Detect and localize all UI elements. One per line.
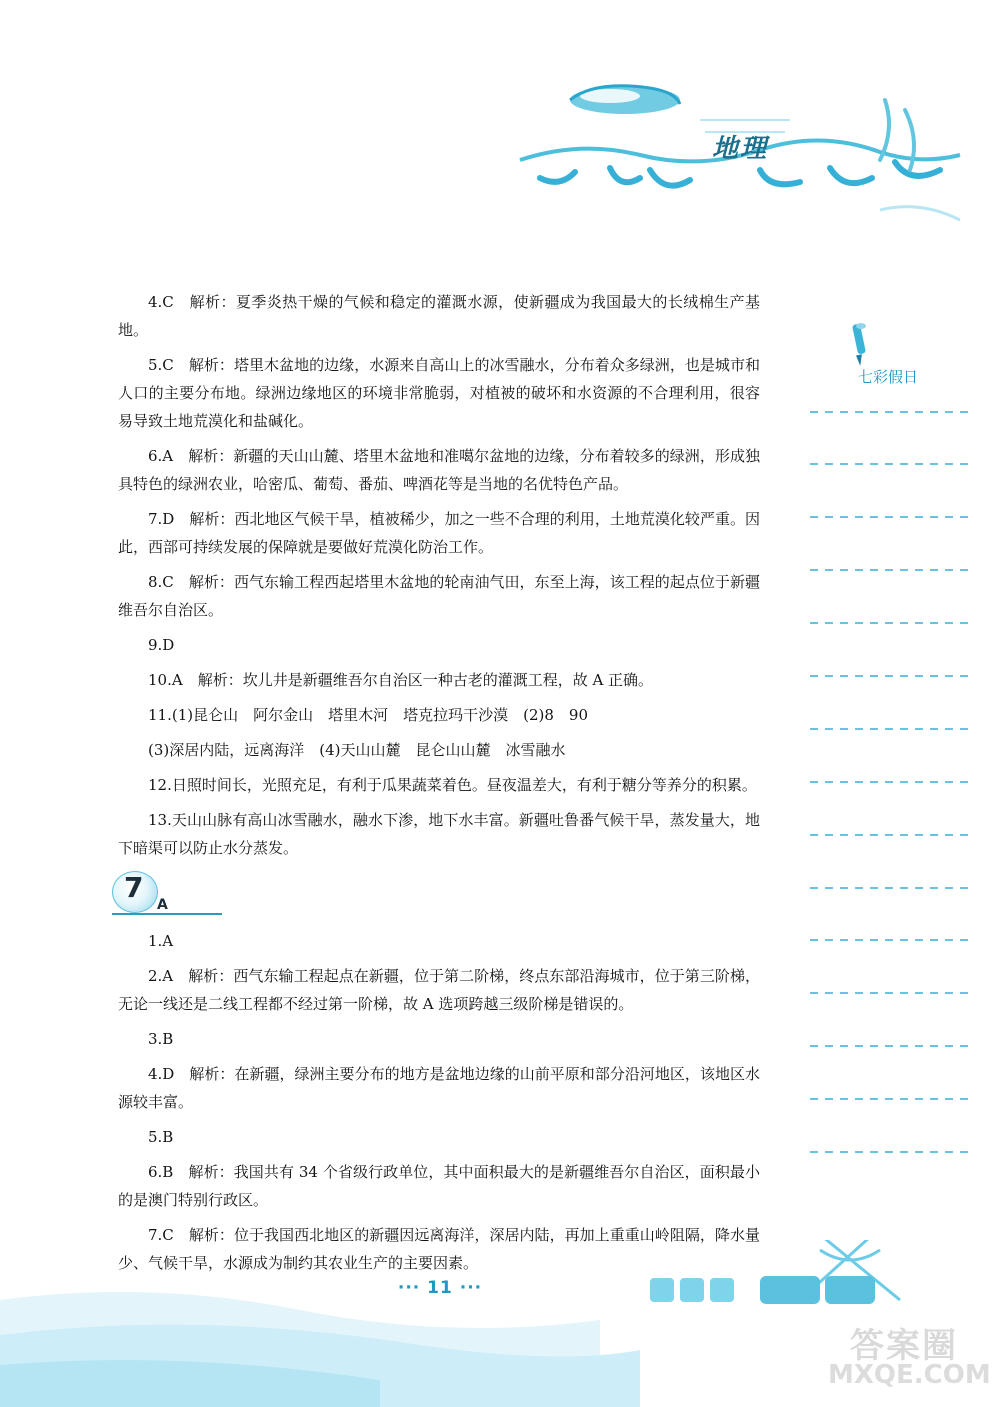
section-letter: A <box>157 897 168 913</box>
page-dots-left: ··· <box>397 1278 421 1298</box>
answer-item: 1.A <box>148 932 174 950</box>
watermark <box>828 1318 990 1398</box>
note-lines <box>810 0 970 1407</box>
answer-item: 11.(1)昆仑山 阿尔金山 塔里木河 塔克拉玛干沙漠 (2)8 90 <box>148 706 588 724</box>
answer-item: 5.C 解析：塔里木盆地的边缘，水源来自高山上的冰雪融水，分布着众多绿洲，也是城市和人口的主要分布地。绿洲边缘地区的环境非常脆弱，对植被的破坏和水资源的不合理利用，很容易导致土地荒漠化和盐碱化。 <box>118 356 760 430</box>
answer-item: 12.日照时间长，光照充足，有利于瓜果蔬菜着色。昼夜温差大，有利于糖分等养分的积累。 <box>148 776 757 794</box>
answer-item: 3.B <box>148 1030 174 1048</box>
answer-item: 4.D 解析：在新疆，绿洲主要分布的地方是盆地边缘的山前平原和部分沿河地区，该地区水源较丰富。 <box>118 1065 760 1111</box>
answer-item: (3)深居内陆，远离海洋 (4)天山山麓 昆仑山山麓 冰雪融水 <box>148 741 566 759</box>
watermark-text: 答案圈 <box>850 1326 958 1366</box>
watermark-url: MXQE.COM <box>828 1360 991 1390</box>
sidebar-label: 七彩假日 <box>858 368 919 386</box>
subject-title: 地理 <box>712 134 769 164</box>
section-underline <box>112 913 222 915</box>
answer-item: 6.B 解析：我国共有 34 个省级行政单位，其中面积最大的是新疆维吾尔自治区，面积最小的是澳门特别行政区。 <box>118 1163 760 1209</box>
answer-item: 7.C 解析：位于我国西北地区的新疆因远离海洋，深居内陆，再加上重重山岭阻隔，降水量少、气候干旱，水源成为制约其农业生产的主要因素。 <box>118 1226 760 1272</box>
page-number <box>390 1278 490 1298</box>
answer-content <box>118 288 760 1284</box>
answer-item: 6.A 解析：新疆的天山山麓、塔里木盆地和准噶尔盆地的边缘，分布着较多的绿洲，形成独具特色的绿洲农业，哈密瓜、葡萄、番茄、啤酒花等是当地的名优特色产品。 <box>118 447 760 493</box>
page-number-value: 11 <box>427 1278 453 1298</box>
section-badge <box>112 869 202 921</box>
answer-item: 10.A 解析：坎儿井是新疆维吾尔自治区一种古老的灌溉工程，故 A 正确。 <box>148 671 654 689</box>
answer-item: 8.C 解析：西气东输工程西起塔里木盆地的轮南油气田，东至上海，该工程的起点位于新疆维吾尔自治区。 <box>118 573 760 619</box>
section-number: 7 <box>124 871 144 904</box>
answer-item: 13.天山山脉有高山冰雪融水，融水下渗，地下水丰富。新疆吐鲁番气候干旱，蒸发量大，地下暗渠可以防止水分蒸发。 <box>118 811 760 857</box>
page-dots-right: ··· <box>459 1278 483 1298</box>
answer-item: 5.B <box>148 1128 174 1146</box>
answer-item: 9.D <box>148 636 175 654</box>
answer-item: 2.A 解析：西气东输工程起点在新疆，位于第二阶梯，终点东部沿海城市，位于第三阶梯，无论一线还是二线工程都不经过第一阶梯，故 A 选项跨越三级阶梯是错误的。 <box>118 967 760 1013</box>
answer-item: 7.D 解析：西北地区气候干旱，植被稀少，加之一些不合理的利用，土地荒漠化较严重。因此，西部可持续发展的保障就是要做好荒漠化防治工作。 <box>118 510 760 556</box>
answer-item: 4.C 解析：夏季炎热干燥的气候和稳定的灌溉水源，使新疆成为我国最大的长绒棉生产基地。 <box>118 293 760 339</box>
